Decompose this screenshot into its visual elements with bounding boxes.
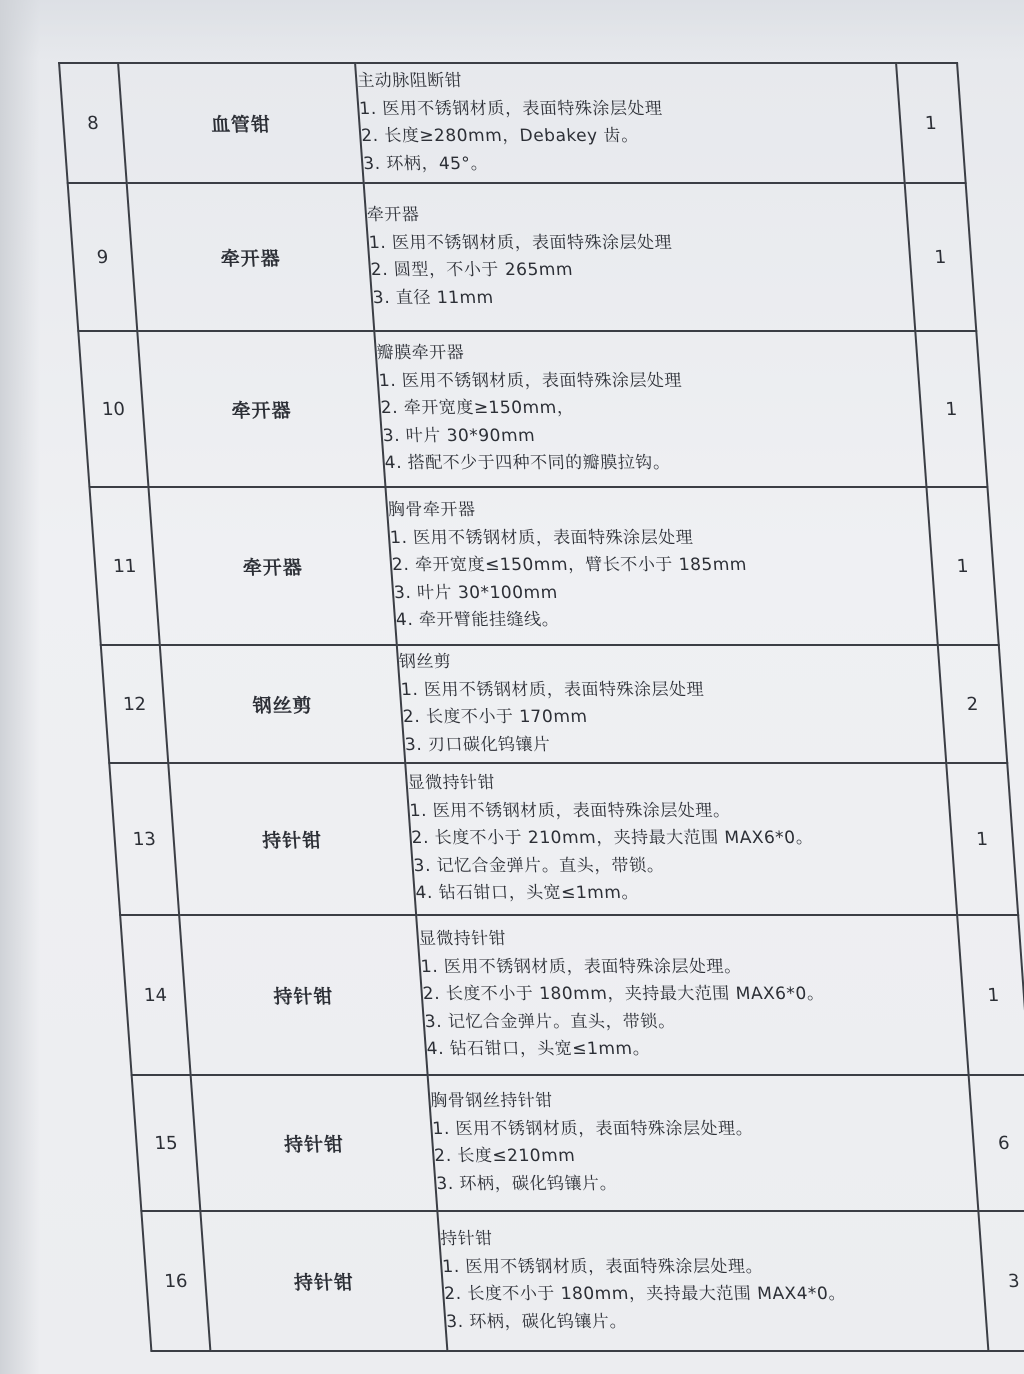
quantity: 3 (978, 1211, 1024, 1351)
spec-line: 2. 牵开宽度≤150mm，臂长不小于 185mm (391, 555, 748, 576)
spec-title: 显微持针钳 (418, 929, 508, 950)
spec-line: 2. 牵开宽度≥150mm， (380, 398, 575, 419)
spec-line: 4. 钻石钳口，头宽≤1mm。 (414, 883, 640, 904)
spec-title: 钢丝剪 (398, 652, 453, 672)
row-number: 13 (109, 763, 179, 915)
spec-line: 4. 钻石钳口，头宽≤1mm。 (425, 1039, 651, 1060)
instrument-name: 钢丝剪 (160, 645, 405, 763)
row-number: 11 (89, 487, 159, 645)
spec-line: 3. 记忆合金弹片。直头，带锁。 (412, 855, 665, 876)
spec-title: 显微持针钳 (406, 773, 496, 794)
instrument-name: 牵开器 (127, 183, 374, 331)
spec-line: 2. 长度≤210mm (433, 1146, 576, 1166)
page-left-shadow (0, 0, 40, 1374)
table-row (78, 331, 987, 487)
instrument-name: 牵开器 (137, 331, 385, 487)
row-number: 10 (78, 331, 148, 487)
spec-title: 持针钳 (439, 1229, 494, 1249)
spec-title: 瓣膜牵开器 (376, 343, 466, 364)
spec-line: 3. 记忆合金弹片。直头，带锁。 (423, 1011, 677, 1032)
spec-line: 1. 医用不锈钢材质，表面特殊涂层处理。 (431, 1118, 754, 1139)
instrument-name: 血管钳 (118, 63, 363, 183)
spec-line: 1. 医用不锈钢材质，表面特殊涂层处理 (400, 679, 705, 700)
row-number: 12 (101, 645, 169, 763)
spec-title: 牵开器 (366, 205, 421, 225)
spec-line: 1. 医用不锈钢材质，表面特殊涂层处理。 (408, 800, 731, 821)
table-row (120, 915, 1024, 1075)
instrument-name: 持针钳 (191, 1075, 437, 1211)
table-row (59, 63, 966, 183)
table-row (68, 183, 977, 331)
spec-line: 1. 医用不锈钢材质，表面特殊涂层处理。 (441, 1256, 764, 1277)
instrument-name: 持针钳 (168, 763, 416, 915)
quantity: 6 (968, 1075, 1024, 1211)
table-row (101, 645, 1007, 763)
spec-line: 1. 医用不锈钢材质，表面特殊涂层处理 (358, 98, 664, 119)
page-top-shadow (0, 0, 1024, 60)
spec-cell (364, 183, 915, 331)
instrument-name: 持针钳 (201, 1211, 448, 1351)
table-row (141, 1211, 1024, 1351)
quantity: 1 (957, 915, 1024, 1075)
quantity: 1 (904, 183, 976, 331)
spec-line: 1. 医用不锈钢材质，表面特殊涂层处理 (389, 527, 694, 548)
spec-line: 3. 叶片 30*90mm (381, 425, 536, 446)
spec-line: 3. 刃口碳化钨镶片 (404, 734, 552, 755)
spec-line: 3. 环柄，碳化钨镶片。 (445, 1311, 628, 1332)
spec-cell (397, 645, 946, 763)
spec-line: 4. 牵开臂能挂缝线。 (395, 610, 560, 631)
spec-line: 1. 医用不锈钢材质，表面特殊涂层处理 (368, 232, 673, 253)
instrument-name: 牵开器 (149, 487, 397, 645)
spec-cell (428, 1075, 979, 1211)
spec-line: 1. 医用不锈钢材质，表面特殊涂层处理。 (420, 956, 743, 977)
spec-line: 2. 长度不小于 170mm (402, 707, 589, 727)
spec-cell (437, 1211, 988, 1351)
spec-line: 2. 长度≥280mm，Debakey 齿。 (360, 126, 640, 146)
spec-line: 2. 圆型，不小于 265mm (370, 260, 574, 280)
quantity: 1 (896, 63, 966, 183)
row-number: 14 (120, 915, 191, 1075)
spec-cell (405, 763, 957, 915)
row-number: 15 (132, 1075, 201, 1211)
spec-line: 2. 长度不小于 180mm，夹持最大范围 MAX6*0。 (422, 984, 826, 1005)
spec-line: 3. 环柄，碳化钨镶片。 (435, 1173, 618, 1194)
spec-cell (355, 63, 904, 183)
spec-line: 2. 长度不小于 180mm，夹持最大范围 MAX4*0。 (443, 1284, 847, 1304)
spec-cell (374, 331, 926, 487)
row-number: 16 (141, 1211, 210, 1351)
spec-line: 3. 直径 11mm (372, 287, 495, 308)
spec-title: 胸骨钢丝持针钳 (429, 1091, 554, 1111)
spec-cell (416, 915, 968, 1075)
table-row (132, 1075, 1024, 1211)
spec-line: 3. 环柄，45°。 (362, 153, 489, 174)
row-number: 9 (68, 183, 138, 331)
instrument-name: 持针钳 (179, 915, 427, 1075)
spec-line: 1. 医用不锈钢材质，表面特殊涂层处理 (378, 370, 683, 391)
spec-cell (385, 487, 937, 645)
spec-title: 胸骨牵开器 (387, 500, 477, 521)
spec-line: 4. 搭配不少于四种不同的瓣膜拉钩。 (383, 453, 672, 474)
quantity: 1 (946, 763, 1018, 915)
spec-line: 3. 叶片 30*100mm (393, 582, 559, 603)
quantity: 1 (915, 331, 987, 487)
table-row (89, 487, 998, 645)
instrument-spec-table (58, 62, 1024, 1352)
quantity: 1 (926, 487, 999, 645)
table-row (109, 763, 1018, 915)
quantity: 2 (938, 645, 1008, 763)
spec-title: 主动脉阻断钳 (356, 71, 463, 91)
row-number: 8 (59, 63, 127, 183)
spec-line: 2. 长度不小于 210mm，夹持最大范围 MAX6*0。 (410, 828, 814, 849)
